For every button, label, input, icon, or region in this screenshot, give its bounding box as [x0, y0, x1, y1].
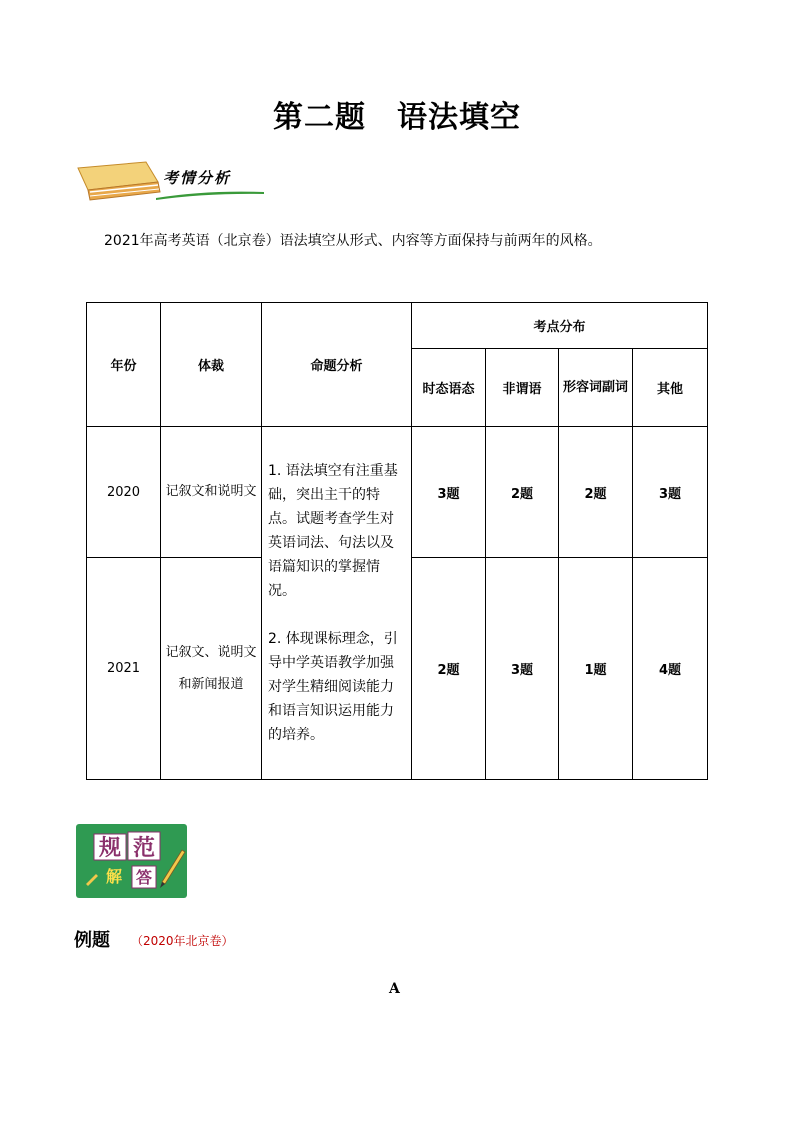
row-other: 4题 [633, 558, 708, 780]
header-analysis: 命题分析 [262, 303, 412, 427]
row-tense-voice: 3题 [412, 427, 486, 558]
header-other: 其他 [633, 349, 708, 427]
row-year: 2021 [87, 558, 161, 780]
header-genre: 体裁 [161, 303, 262, 427]
passage-letter: A [389, 981, 400, 997]
header-adj-adv: 形容词副词 [559, 349, 633, 427]
header-nonfinite: 非谓语 [486, 349, 559, 427]
intro-text: 2021年高考英语（北京卷）语法填空从形式、内容等方面保持与前两年的风格。 [104, 233, 602, 249]
row-adj-adv: 2题 [559, 427, 633, 558]
header-tense-voice: 时态语态 [412, 349, 486, 427]
standard-answer-badge-icon [76, 824, 187, 898]
row-tense-voice: 2题 [412, 558, 486, 780]
header-year: 年份 [87, 303, 161, 427]
row-genre: 记叙文、说明文和新闻报道 [161, 558, 262, 780]
row-adj-adv: 1题 [559, 558, 633, 780]
section-label: 考情分析 [163, 169, 232, 187]
example-label: 例题 [74, 930, 110, 951]
row-year: 2020 [87, 427, 161, 558]
row-nonfinite: 2题 [486, 427, 559, 558]
header-distribution: 考点分布 [412, 303, 708, 349]
analysis-cell [262, 427, 412, 780]
row-nonfinite: 3题 [486, 558, 559, 780]
badge-char-1: 规 [98, 836, 122, 861]
exam-distribution-table [86, 302, 708, 780]
table-row [87, 427, 708, 558]
row-genre: 记叙文和说明文 [161, 427, 262, 558]
badge-char-3: 解 [105, 867, 123, 886]
page-title: 第二题 语法填空 [273, 100, 521, 135]
analysis-point-2: 2. 体现课标理念，引导中学英语教学加强对学生精细阅读能力和语言知识运用能力的培养。 [268, 631, 398, 743]
badge-char-2: 范 [132, 836, 156, 861]
example-source: （2020年北京卷） [131, 934, 234, 948]
row-other: 3题 [633, 427, 708, 558]
badge-char-4: 答 [135, 868, 153, 887]
analysis-point-1: 1. 语法填空有注重基础，突出主干的特点。试题考查学生对英语词法、句法以及语篇知识的掌握情况。 [268, 463, 398, 599]
